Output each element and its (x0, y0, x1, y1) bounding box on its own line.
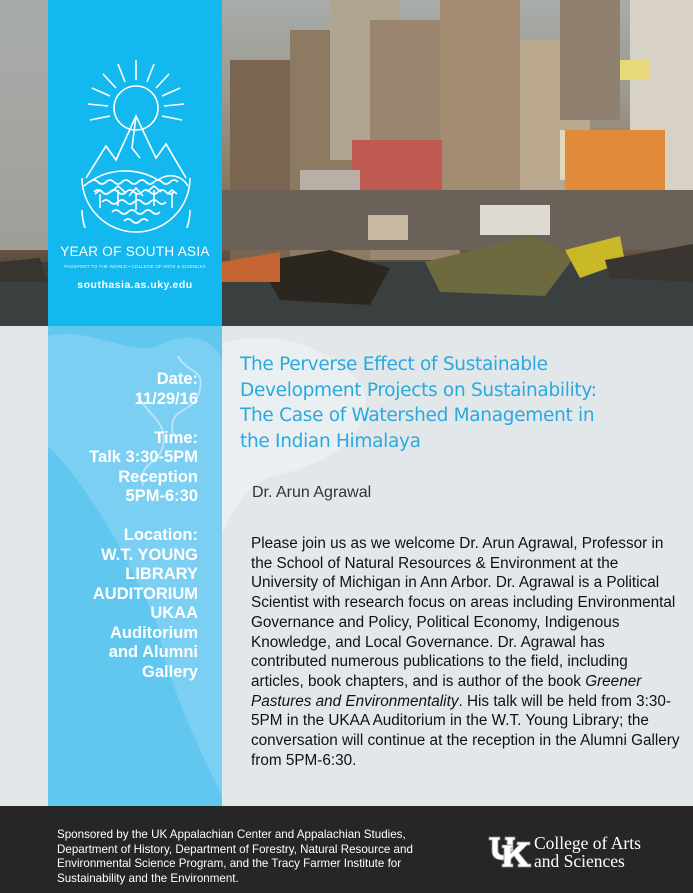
location-line: Gallery (142, 662, 198, 681)
location-line: AUDITORIUM (92, 584, 198, 603)
time-line: 5PM-6:30 (125, 487, 198, 505)
left-margin (0, 326, 48, 806)
time-line: Reception (118, 467, 198, 486)
time-label: Time: (154, 428, 198, 447)
location-line: LIBRARY (125, 565, 198, 583)
location-line: UKAA (150, 604, 198, 622)
water-waves-icon (78, 176, 194, 238)
college-line-1: College of Arts (534, 833, 641, 853)
time-line: Talk 3:30-5PM (89, 448, 198, 466)
description-text: Please join us as we welcome Dr. Arun Agrawal, Professor in the School of Natural Resources & Environment at the University of Michigan in Ann Arbor. Dr. Agrawal is a Political Scientist with research focus on areas including Environmental Governance and Policy, Political Economy, Indigenous Knowledge, and Local Governance. Dr. Agrawal has contributed numerous publications to the field, including articles, book chapters, and is author of the book (251, 535, 676, 690)
location-label: Location: (123, 526, 198, 544)
description-text-end: . His talk will be held from 3:30-5PM in the UKAA Auditorium in the W.T. Young Library; the conversation will continue at the reception in the Alumni Gallery from 5PM-6:30. (251, 692, 680, 769)
brand-url[interactable]: southasia.as.uky.edu (77, 279, 193, 291)
talk-title-line: The Case of Watershed Management in (240, 405, 595, 426)
college-line-2: and Sciences (534, 851, 625, 871)
brand-title: YEAR OF SOUTH ASIA (60, 244, 210, 259)
talk-title-line: the Indian Himalaya (240, 430, 421, 452)
college-name (534, 834, 641, 870)
location-line: Auditorium (110, 623, 198, 642)
date-label: Date: (156, 370, 198, 388)
brand-subtitle: PASSPORT TO THE WORLD • COLLEGE OF ARTS & SCIENCES (64, 264, 206, 269)
date-value: 11/29/16 (134, 389, 198, 408)
talk-title-line: The Perverse Effect of Sustainable (240, 354, 548, 375)
talk-title (240, 352, 670, 454)
talk-description (251, 534, 681, 770)
sponsors-text: Sponsored by the UK Appalachian Center and Appalachian Studies, Department of History, Department of Forestry, Natural Resource and Environmental Science Program, and the Tracy Farmer Institute for Sustainability and the Environment. (57, 828, 413, 885)
location-line: and Alumni (108, 643, 198, 661)
uk-logo-icon (488, 836, 532, 868)
event-details (48, 370, 198, 682)
talk-title-line: Development Projects on Sustainability: (240, 379, 597, 401)
book-title: Greener Pastures and Environmentality (251, 672, 642, 710)
speaker-name: Dr. Arun Agrawal (252, 484, 372, 501)
location-line: W.T. YOUNG (101, 545, 198, 564)
